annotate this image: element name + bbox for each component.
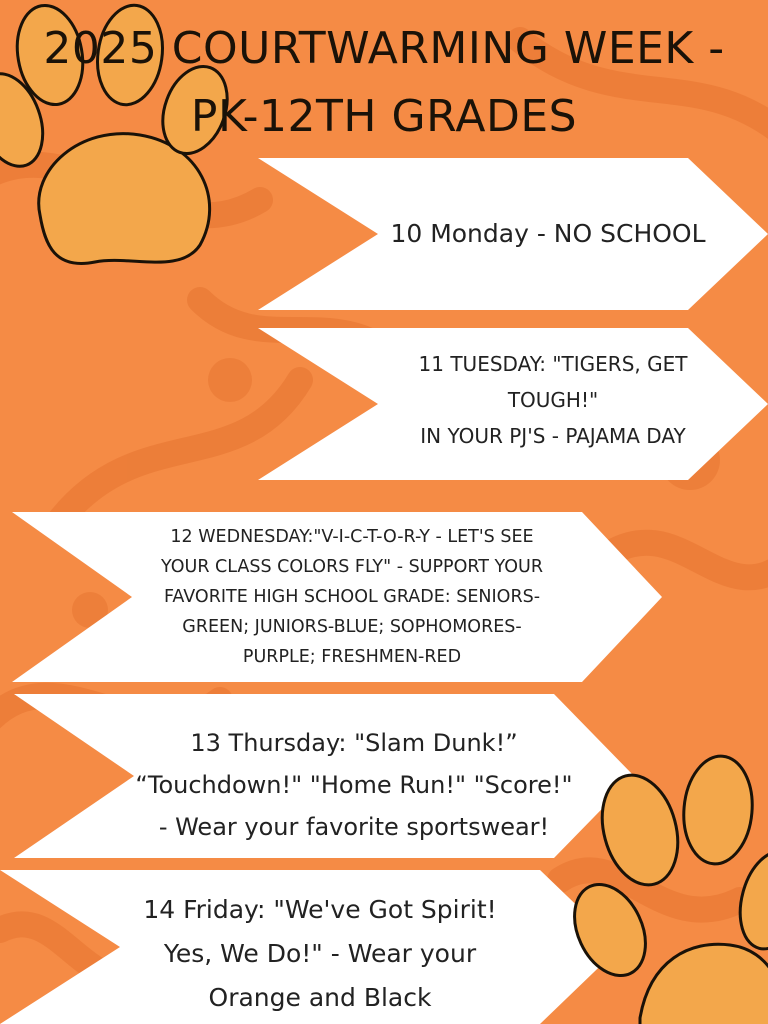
day-banner-tuesday: [258, 328, 768, 480]
page-title-line-1: 2025 COURTWARMING WEEK -: [43, 23, 725, 74]
wednesday-text-line-4: GREEN; JUNIORS-BLUE; SOPHOMORES-: [182, 617, 522, 637]
wednesday-text-line-5: PURPLE; FRESHMEN-RED: [242, 647, 462, 667]
wednesday-text-line-1: 12 WEDNESDAY:"V-I-C-T-O-R-Y - LET'S SEE: [170, 527, 534, 547]
day-banner-friday: [0, 870, 620, 1024]
page-title-line-2: PK-12TH GRADES: [190, 91, 578, 142]
thursday-text-line-2: “Touchdown!" "Home Run!" "Score!": [135, 771, 573, 799]
wednesday-text-line-3: FAVORITE HIGH SCHOOL GRADE: SENIORS-: [163, 587, 541, 607]
day-banner-monday: [258, 158, 768, 310]
wednesday-text-line-2: YOUR CLASS COLORS FLY" - SUPPORT YOUR: [161, 557, 543, 577]
paw-print-icon: [540, 750, 768, 1024]
tuesday-text-line-3: IN YOUR PJ'S - PAJAMA DAY: [420, 424, 686, 448]
monday-text: 10 Monday - NO SCHOOL: [390, 219, 706, 248]
tuesday-text-line-1: 11 TUESDAY: "TIGERS, GET: [418, 352, 688, 376]
friday-text-line-1: 14 Friday: "We've Got Spirit!: [143, 895, 497, 924]
friday-text-line-3: Orange and Black: [208, 983, 432, 1012]
thursday-text-line-1: 13 Thursday: "Slam Dunk!”: [190, 729, 518, 757]
thursday-text-line-3: - Wear your favorite sportswear!: [158, 813, 550, 841]
tuesday-text-line-2: TOUGH!": [507, 388, 599, 412]
friday-text-line-2: Yes, We Do!" - Wear your: [163, 939, 477, 968]
day-banner-wednesday: [12, 512, 662, 682]
